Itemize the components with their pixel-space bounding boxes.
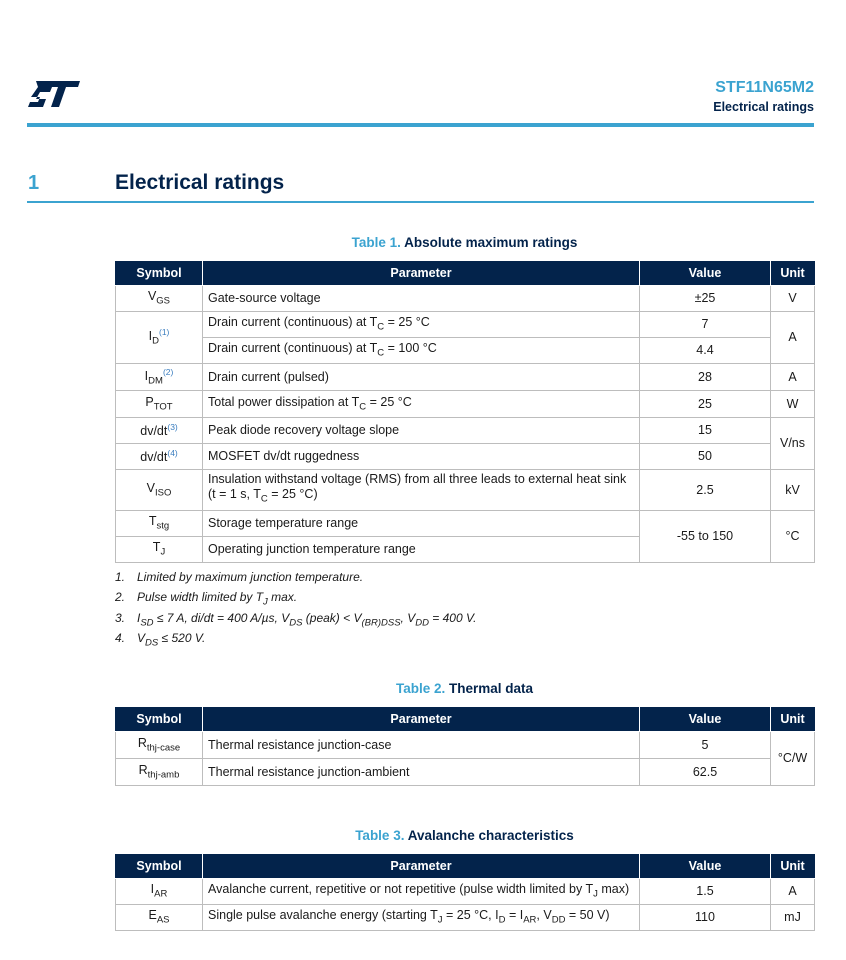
table-header-row (116, 261, 815, 285)
table-row (116, 417, 815, 443)
table-row (116, 731, 815, 758)
parameter-cell: Avalanche current, repetitive or not repetitive (pulse width limited by $T_J$ max) (203, 878, 640, 904)
st-logo (26, 78, 82, 110)
note-item: 3. $I_{SD} \le 7$ A, di/dt = 400 A/µs, $V_{DS}$ (peak) < $V_{(BR)DSS}$, $V_{DD} = 400$ V. (115, 610, 477, 628)
value-cell: 5 (640, 731, 771, 758)
col-header-parameter: Parameter (203, 261, 640, 285)
col-header-symbol: Symbol (116, 261, 203, 285)
parameter-cell: Drain current (continuous) at $T_C = 25$ °C (203, 311, 640, 337)
value-cell: 4.4 (640, 337, 771, 363)
parameter-cell: Insulation withstand voltage (RMS) from all three leads to external heat sink (t = 1 s, $T_C = 25$ °C) (203, 469, 640, 510)
col-header-parameter: Parameter (203, 707, 640, 731)
unit-cell: V/ns (771, 417, 815, 469)
parameter-cell: Operating junction temperature range (203, 536, 640, 562)
unit-cell: A (771, 878, 815, 904)
symbol-cell: $dv/dt^{(3)}$ (116, 417, 203, 443)
note-item: 4. $V_{DS} \le 520$ V. (115, 630, 206, 649)
table2-caption (115, 681, 814, 696)
parameter-cell: Drain current (pulsed) (203, 363, 640, 390)
col-header-symbol: Symbol (116, 854, 203, 878)
value-cell: 15 (640, 417, 771, 443)
col-header-value: Value (640, 261, 771, 285)
section-rule (27, 201, 814, 203)
avalanche-characteristics-table (115, 854, 815, 931)
table3-label: Table 3. (355, 828, 405, 843)
symbol-cell: $I_D^{(1)}$ (116, 311, 203, 363)
table-row (116, 510, 815, 536)
symbol-cell: $I_{AR}$ (116, 878, 203, 904)
symbol-cell: $R_{thj-amb}$ (116, 758, 203, 785)
symbol-cell: $E_{AS}$ (116, 904, 203, 930)
table1-notes (115, 570, 476, 651)
table3-title: Avalanche characteristics (407, 828, 574, 843)
col-header-parameter: Parameter (203, 854, 640, 878)
absolute-max-ratings-table (115, 261, 815, 563)
unit-cell: A (771, 311, 815, 363)
parameter-cell: Peak diode recovery voltage slope (203, 417, 640, 443)
symbol-cell: $T_{stg}$ (116, 510, 203, 536)
table-header-row (116, 854, 815, 878)
parameter-cell: MOSFET dv/dt ruggedness (203, 443, 640, 469)
symbol-cell: $R_{thj-case}$ (116, 731, 203, 758)
table-row (116, 904, 815, 930)
table-row (116, 390, 815, 417)
value-cell: ±25 (640, 285, 771, 311)
col-header-unit: Unit (771, 261, 815, 285)
table1-label: Table 1. (351, 235, 401, 250)
value-cell: 62.5 (640, 758, 771, 785)
table-row (116, 469, 815, 510)
table1-title: Absolute maximum ratings (404, 235, 578, 250)
value-cell: 25 (640, 390, 771, 417)
parameter-cell: Single pulse avalanche energy (starting $T_J = 25$ °C, $I_D = I_{AR}$, $V_{DD} = 50$ V) (203, 904, 640, 930)
symbol-cell: $T_J$ (116, 536, 203, 562)
col-header-value: Value (640, 854, 771, 878)
table2-title: Thermal data (449, 681, 534, 696)
unit-cell: W (771, 390, 815, 417)
note-item: 1. Limited by maximum junction temperature. (115, 570, 364, 584)
unit-cell: °C (771, 510, 815, 562)
col-header-symbol: Symbol (116, 707, 203, 731)
value-cell: 2.5 (640, 469, 771, 510)
parameter-cell: Thermal resistance junction-ambient (203, 758, 640, 785)
header-section-label: Electrical ratings (713, 100, 814, 114)
table-row (116, 443, 815, 469)
col-header-value: Value (640, 707, 771, 731)
parameter-cell: Storage temperature range (203, 510, 640, 536)
unit-cell: A (771, 363, 815, 390)
parameter-cell: Drain current (continuous) at $T_C = 100$ °C (203, 337, 640, 363)
symbol-cell: $V_{GS}$ (116, 285, 203, 311)
value-cell: 50 (640, 443, 771, 469)
value-cell: 110 (640, 904, 771, 930)
symbol-cell: $dv/dt^{(4)}$ (116, 443, 203, 469)
col-header-unit: Unit (771, 707, 815, 731)
unit-cell: V (771, 285, 815, 311)
table3-caption (115, 828, 814, 843)
symbol-cell: $I_{DM}^{(2)}$ (116, 363, 203, 390)
table-header-row (116, 707, 815, 731)
symbol-cell: $P_{TOT}$ (116, 390, 203, 417)
section-title: Electrical ratings (115, 171, 285, 194)
table-row (116, 363, 815, 390)
unit-cell: kV (771, 469, 815, 510)
table-row (116, 285, 815, 311)
col-header-unit: Unit (771, 854, 815, 878)
part-number: STF11N65M2 (715, 79, 814, 96)
symbol-cell: $V_{ISO}$ (116, 469, 203, 510)
unit-cell: mJ (771, 904, 815, 930)
value-cell: 7 (640, 311, 771, 337)
value-cell: 28 (640, 363, 771, 390)
parameter-cell: Total power dissipation at $T_C = 25$ °C (203, 390, 640, 417)
thermal-data-table (115, 707, 815, 786)
note-item: 2. Pulse width limited by $T_J$ max. (115, 590, 298, 608)
table1-caption (115, 235, 814, 250)
table-row (116, 878, 815, 904)
value-cell: -55 to 150 (640, 510, 771, 562)
value-cell: 1.5 (640, 878, 771, 904)
header-rule (27, 123, 814, 127)
table2-label: Table 2. (395, 681, 446, 696)
table-row (116, 758, 815, 785)
table-row (116, 311, 815, 337)
parameter-cell: Gate-source voltage (203, 285, 640, 311)
unit-cell: °C/W (771, 731, 815, 785)
section-number: 1 (28, 172, 40, 194)
table-row (116, 337, 815, 363)
parameter-cell: Thermal resistance junction-case (203, 731, 640, 758)
